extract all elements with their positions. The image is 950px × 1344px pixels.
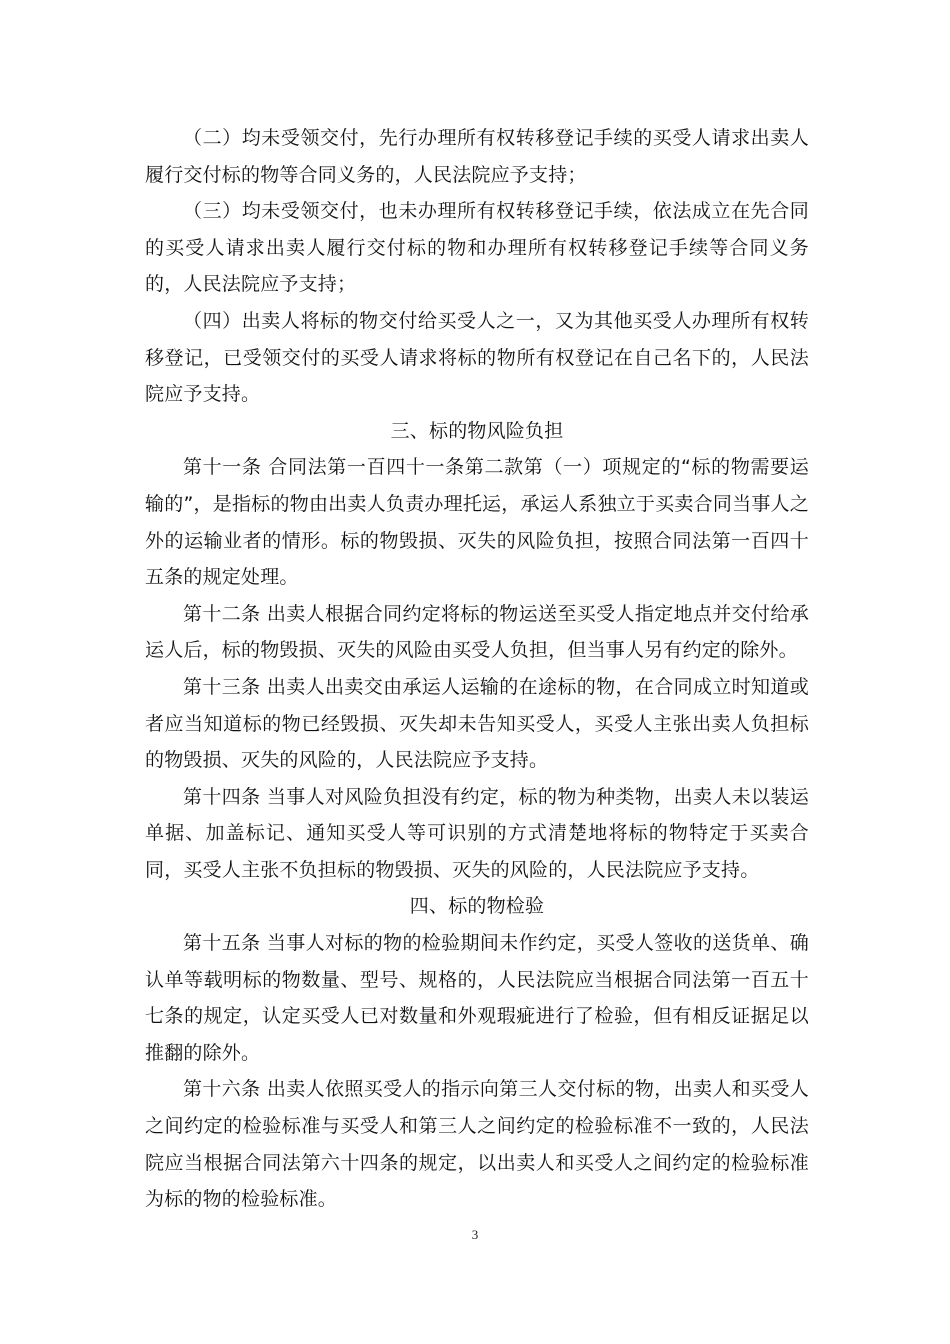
paragraph-article-15: 第十五条 当事人对标的物的检验期间未作约定，买受人签收的送货单、确认单等载明标的物数量、型号、规格的，人民法院应当根据合同法第一百五十七条的规定，认定买受人已对数量和外观瑕疵进行了检验，但有相反证据足以推翻的除外。 [145, 932, 809, 1064]
paragraph-article-13: 第十三条 出卖人出卖交由承运人运输的在途标的物，在合同成立时知道或者应当知道标的物已经毁损、灭失却未告知买受人，买受人主张出卖人负担标的物毁损、灭失的风险的，人民法院应予支持。 [145, 675, 809, 772]
paragraph-article-14: 第十四条 当事人对风险负担没有约定，标的物为种类物，出卖人未以装运单据、加盖标记、通知买受人等可识别的方式清楚地将标的物特定于买卖合同，买受人主张不负担标的物毁损、灭失的风险的，人民法院应予支持。 [145, 785, 809, 881]
paragraph-clause-3: （三）均未受领交付，也未办理所有权转移登记手续，依法成立在先合同的买受人请求出卖人履行交付标的物和办理所有权转移登记手续等合同义务的，人民法院应予支持； [145, 200, 809, 296]
section-heading-inspection: 四、标的物检验 [409, 895, 545, 918]
paragraph-clause-4: （四）出卖人将标的物交付给买受人之一，又为其他买受人办理所有权转移登记，已受领交付的买受人请求将标的物所有权登记在自己名下的，人民法院应予支持。 [145, 309, 809, 406]
paragraph-clause-2: （二）均未受领交付，先行办理所有权转移登记手续的买受人请求出卖人履行交付标的物等合同义务的，人民法院应予支持； [145, 127, 809, 186]
paragraph-article-16: 第十六条 出卖人依照买受人的指示向第三人交付标的物，出卖人和买受人之间约定的检验标准与买受人和第三人之间约定的检验标准不一致的，人民法院应当根据合同法第六十四条的规定，以出卖人和买受人之间约定的检验标准为标的物的检验标准。 [145, 1078, 809, 1211]
page-number: 3 [471, 1227, 479, 1242]
paragraph-article-11: 第十一条 合同法第一百四十一条第二款第（一）项规定的“标的物需要运输的”，是指标的物由出卖人负责办理托运，承运人系独立于买卖合同当事人之外的运输业者的情形。标的物毁损、灭失的风险负担，按照合同法第一百四十五条的规定处理。 [145, 456, 809, 589]
paragraph-article-12: 第十二条 出卖人根据合同约定将标的物运送至买受人指定地点并交付给承运人后，标的物毁损、灭失的风险由买受人负担，但当事人另有约定的除外。 [145, 602, 809, 662]
section-heading-risk: 三、标的物风险负担 [390, 419, 564, 442]
document-body [145, 120, 809, 1218]
